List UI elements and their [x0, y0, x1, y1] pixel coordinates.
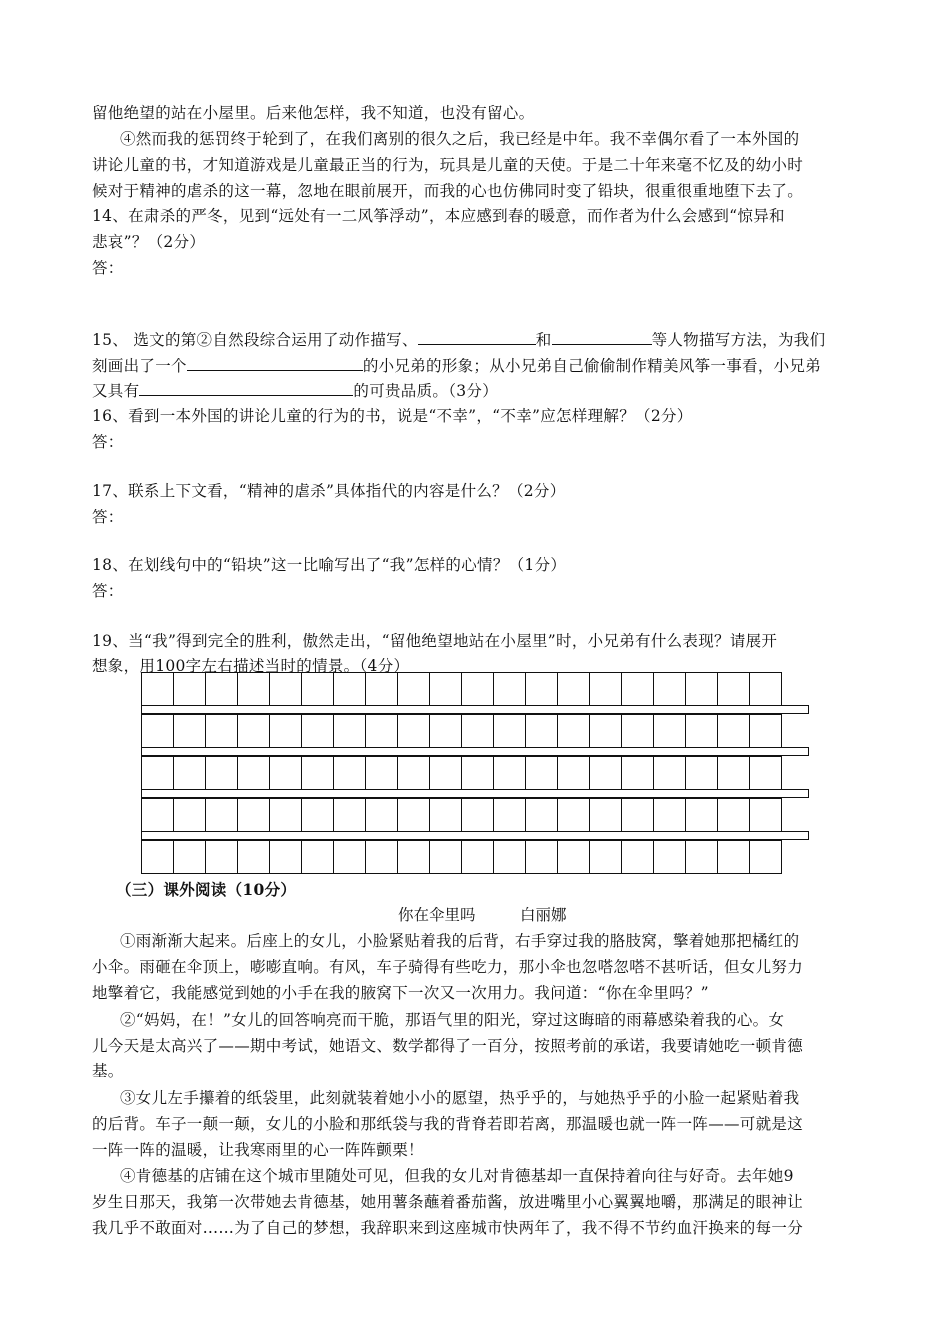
grid-cell[interactable]	[142, 841, 174, 873]
article-author: 白丽娜	[520, 906, 567, 924]
grid-cell[interactable]	[622, 799, 654, 831]
grid-cell[interactable]	[206, 799, 238, 831]
grid-cell[interactable]	[590, 715, 622, 747]
reading-line: 小伞。雨砸在伞顶上，嘭嘭直响。有风，车子骑得有些吃力，那小伞也忽嗒忽嗒不甚听话，但女儿努力	[92, 958, 804, 976]
grid-cell[interactable]	[462, 757, 494, 789]
grid-cell[interactable]	[686, 841, 718, 873]
grid-cell[interactable]	[622, 673, 654, 705]
grid-cell[interactable]	[398, 715, 430, 747]
reading-line: 地擎着它，我能感觉到她的小手在我的腋窝下一次又一次用力。我问道：“你在伞里吗？”	[92, 984, 709, 1002]
reading-line: 儿今天是太高兴了——期中考试，她语文、数学都得了一百分，按照考前的承诺，我要请她吃一顿肯德	[92, 1037, 804, 1055]
grid-cell[interactable]	[462, 799, 494, 831]
grid-cell[interactable]	[494, 841, 526, 873]
grid-cell[interactable]	[238, 799, 270, 831]
grid-cell[interactable]	[654, 757, 686, 789]
reading-line: 岁生日那天，我第一次带她去肯德基，她用薯条蘸着番茄酱，放进嘴里小心翼翼地嚼，那满足的眼神让	[92, 1193, 804, 1211]
grid-cell[interactable]	[334, 841, 366, 873]
grid-cell[interactable]	[750, 715, 782, 747]
grid-cell[interactable]	[558, 799, 590, 831]
question-17: 17、联系上下文看，“精神的虐杀”具体指代的内容是什么？（2分）	[92, 482, 566, 500]
reading-paragraph-1: ①雨渐渐大起来。后座上的女儿，小脸紧贴着我的后背，右手穿过我的胳肢窝，擎着她那把橘红的	[120, 932, 800, 950]
grid-cell[interactable]	[654, 673, 686, 705]
grid-cell[interactable]	[174, 841, 206, 873]
grid-cell[interactable]	[686, 673, 718, 705]
grid-cell[interactable]	[494, 799, 526, 831]
grid-separator	[141, 705, 809, 714]
grid-cell[interactable]	[142, 673, 174, 705]
grid-cell[interactable]	[270, 799, 302, 831]
grid-cell[interactable]	[302, 757, 334, 789]
reading-line: 基。	[92, 1062, 124, 1080]
grid-cell[interactable]	[430, 757, 462, 789]
grid-cell[interactable]	[430, 799, 462, 831]
grid-cell[interactable]	[206, 673, 238, 705]
grid-cell[interactable]	[334, 715, 366, 747]
question-14: 14、在肃杀的严冬，见到“远处有一二风筝浮动”，本应感到春的暖意，而作者为什么会感到“惊异和	[92, 207, 785, 225]
grid-cell[interactable]	[750, 757, 782, 789]
article-title: 你在伞里吗	[398, 906, 476, 924]
grid-cell[interactable]	[526, 673, 558, 705]
grid-cell[interactable]	[366, 757, 398, 789]
grid-cell[interactable]	[622, 715, 654, 747]
question-15-cont: 刻画出了一个 的小兄弟的形象；从小兄弟自己偷偷制作精美风筝一事看，小兄弟	[92, 354, 821, 376]
question-19-cont: 想象，用100字左右描述当时的情景。（4分）	[92, 657, 410, 675]
grid-cell[interactable]	[206, 757, 238, 789]
grid-cell[interactable]	[302, 673, 334, 705]
grid-separator	[141, 831, 809, 840]
reading-paragraph-2: ②“妈妈，在！”女儿的回答响亮而干脆，那语气里的阳光，穿过这晦暗的雨幕感染着我的心。女	[120, 1011, 785, 1029]
question-15-cont: 又具有 的可贵品质。（3分）	[92, 379, 498, 401]
grid-cell[interactable]	[526, 841, 558, 873]
grid-cell[interactable]	[590, 841, 622, 873]
grid-cell[interactable]	[398, 841, 430, 873]
grid-cell[interactable]	[558, 673, 590, 705]
grid-row	[141, 840, 782, 874]
passage-line: 讲论儿童的书，才知道游戏是儿童最正当的行为，玩具是儿童的天使。于是二十年来毫不忆及的幼小时	[92, 156, 804, 174]
grid-cell[interactable]	[622, 757, 654, 789]
grid-cell[interactable]	[590, 799, 622, 831]
grid-cell[interactable]	[238, 841, 270, 873]
grid-cell[interactable]	[750, 841, 782, 873]
grid-cell[interactable]	[334, 799, 366, 831]
grid-row	[141, 714, 782, 748]
grid-cell[interactable]	[718, 715, 750, 747]
grid-cell[interactable]	[526, 799, 558, 831]
grid-cell[interactable]	[302, 715, 334, 747]
grid-cell[interactable]	[174, 715, 206, 747]
grid-cell[interactable]	[270, 715, 302, 747]
grid-cell[interactable]	[686, 799, 718, 831]
grid-row	[141, 756, 782, 790]
grid-cell[interactable]	[558, 757, 590, 789]
grid-cell[interactable]	[398, 757, 430, 789]
grid-cell[interactable]	[366, 673, 398, 705]
grid-cell[interactable]	[462, 715, 494, 747]
grid-cell[interactable]	[142, 715, 174, 747]
grid-cell[interactable]	[302, 841, 334, 873]
grid-cell[interactable]	[270, 841, 302, 873]
grid-cell[interactable]	[430, 715, 462, 747]
grid-cell[interactable]	[366, 799, 398, 831]
question-14-cont: 悲哀”？（2分）	[92, 233, 206, 251]
reading-line: 的后背。车子一颠一颠，女儿的小脸和那纸袋与我的背脊若即若离，那温暖也就一阵一阵——可就是这	[92, 1115, 804, 1133]
grid-row	[141, 798, 782, 832]
grid-cell[interactable]	[654, 715, 686, 747]
grid-cell[interactable]	[654, 841, 686, 873]
fill-blank[interactable]	[187, 354, 363, 371]
grid-cell[interactable]	[718, 673, 750, 705]
grid-cell[interactable]	[558, 715, 590, 747]
section-heading: （三）课外阅读（10分）	[116, 880, 297, 899]
grid-cell[interactable]	[238, 673, 270, 705]
grid-cell[interactable]	[398, 799, 430, 831]
grid-cell[interactable]	[206, 841, 238, 873]
grid-cell[interactable]	[270, 757, 302, 789]
grid-cell[interactable]	[718, 799, 750, 831]
grid-cell[interactable]	[718, 841, 750, 873]
reading-line: 我几乎不敢面对……为了自己的梦想，我辞职来到这座城市快两年了，我不得不节约血汗换来的每一分	[92, 1219, 804, 1237]
grid-cell[interactable]	[654, 799, 686, 831]
answer-label: 答：	[92, 508, 124, 526]
fill-blank[interactable]	[418, 328, 536, 345]
fill-blank[interactable]	[139, 379, 353, 396]
grid-cell[interactable]	[462, 841, 494, 873]
reading-paragraph-3: ③女儿左手攥着的纸袋里，此刻就装着她小小的愿望，热乎乎的，与她热乎乎的小脸一起紧贴着我	[120, 1089, 800, 1107]
grid-cell[interactable]	[430, 673, 462, 705]
grid-cell[interactable]	[238, 715, 270, 747]
grid-cell[interactable]	[622, 841, 654, 873]
answer-label: 答：	[92, 259, 124, 277]
reading-paragraph-4: ④肯德基的店铺在这个城市里随处可见，但我的女儿对肯德基却一直保持着向往与好奇。去年她9	[120, 1167, 794, 1185]
grid-cell[interactable]	[334, 673, 366, 705]
passage-line: 留他绝望的站在小屋里。后来他怎样，我不知道，也没有留心。	[92, 104, 535, 122]
question-18: 18、在划线句中的“铅块”这一比喻写出了“我”怎样的心情？（1分）	[92, 556, 567, 574]
grid-cell[interactable]	[142, 799, 174, 831]
grid-cell[interactable]	[430, 841, 462, 873]
grid-separator	[141, 747, 809, 756]
grid-cell[interactable]	[398, 673, 430, 705]
passage-line: 候对于精神的虐杀的这一幕，忽地在眼前展开，而我的心也仿佛同时变了铅块，很重很重地堕下去了。	[92, 182, 804, 200]
question-15: 15、 选文的第②自然段综合运用了动作描写、 和 等人物描写方法，为我们	[92, 328, 825, 350]
grid-cell[interactable]	[590, 673, 622, 705]
grid-row	[141, 672, 782, 706]
grid-cell[interactable]	[366, 841, 398, 873]
passage-paragraph-4: ④然而我的惩罚终于轮到了，在我们离别的很久之后，我已经是中年。我不幸偶尔看了一本外国的	[120, 130, 800, 148]
grid-cell[interactable]	[462, 673, 494, 705]
grid-cell[interactable]	[718, 757, 750, 789]
grid-cell[interactable]	[558, 841, 590, 873]
grid-cell[interactable]	[750, 673, 782, 705]
grid-cell[interactable]	[686, 715, 718, 747]
grid-cell[interactable]	[494, 757, 526, 789]
grid-cell[interactable]	[750, 799, 782, 831]
grid-cell[interactable]	[686, 757, 718, 789]
grid-separator	[141, 789, 809, 798]
grid-cell[interactable]	[206, 715, 238, 747]
answer-label: 答：	[92, 582, 124, 600]
question-19: 19、当“我”得到完全的胜利，傲然走出，“留他绝望地站在小屋里”时，小兄弟有什么表现？请展开	[92, 632, 778, 650]
grid-cell[interactable]	[174, 757, 206, 789]
grid-cell[interactable]	[526, 757, 558, 789]
grid-cell[interactable]	[526, 715, 558, 747]
grid-cell[interactable]	[270, 673, 302, 705]
reading-line: 一阵一阵的温暖，让我寒雨里的心一阵阵颤栗！	[92, 1141, 424, 1159]
grid-cell[interactable]	[366, 715, 398, 747]
question-16: 16、看到一本外国的讲论儿童的行为的书，说是“不幸”，“不幸”应怎样理解？（2分）	[92, 407, 693, 425]
grid-cell[interactable]	[174, 799, 206, 831]
grid-cell[interactable]	[334, 757, 366, 789]
grid-cell[interactable]	[590, 757, 622, 789]
grid-cell[interactable]	[494, 673, 526, 705]
grid-cell[interactable]	[494, 715, 526, 747]
grid-cell[interactable]	[302, 799, 334, 831]
grid-cell[interactable]	[238, 757, 270, 789]
answer-label: 答：	[92, 433, 124, 451]
grid-cell[interactable]	[174, 673, 206, 705]
fill-blank[interactable]	[552, 328, 652, 345]
grid-cell[interactable]	[142, 757, 174, 789]
